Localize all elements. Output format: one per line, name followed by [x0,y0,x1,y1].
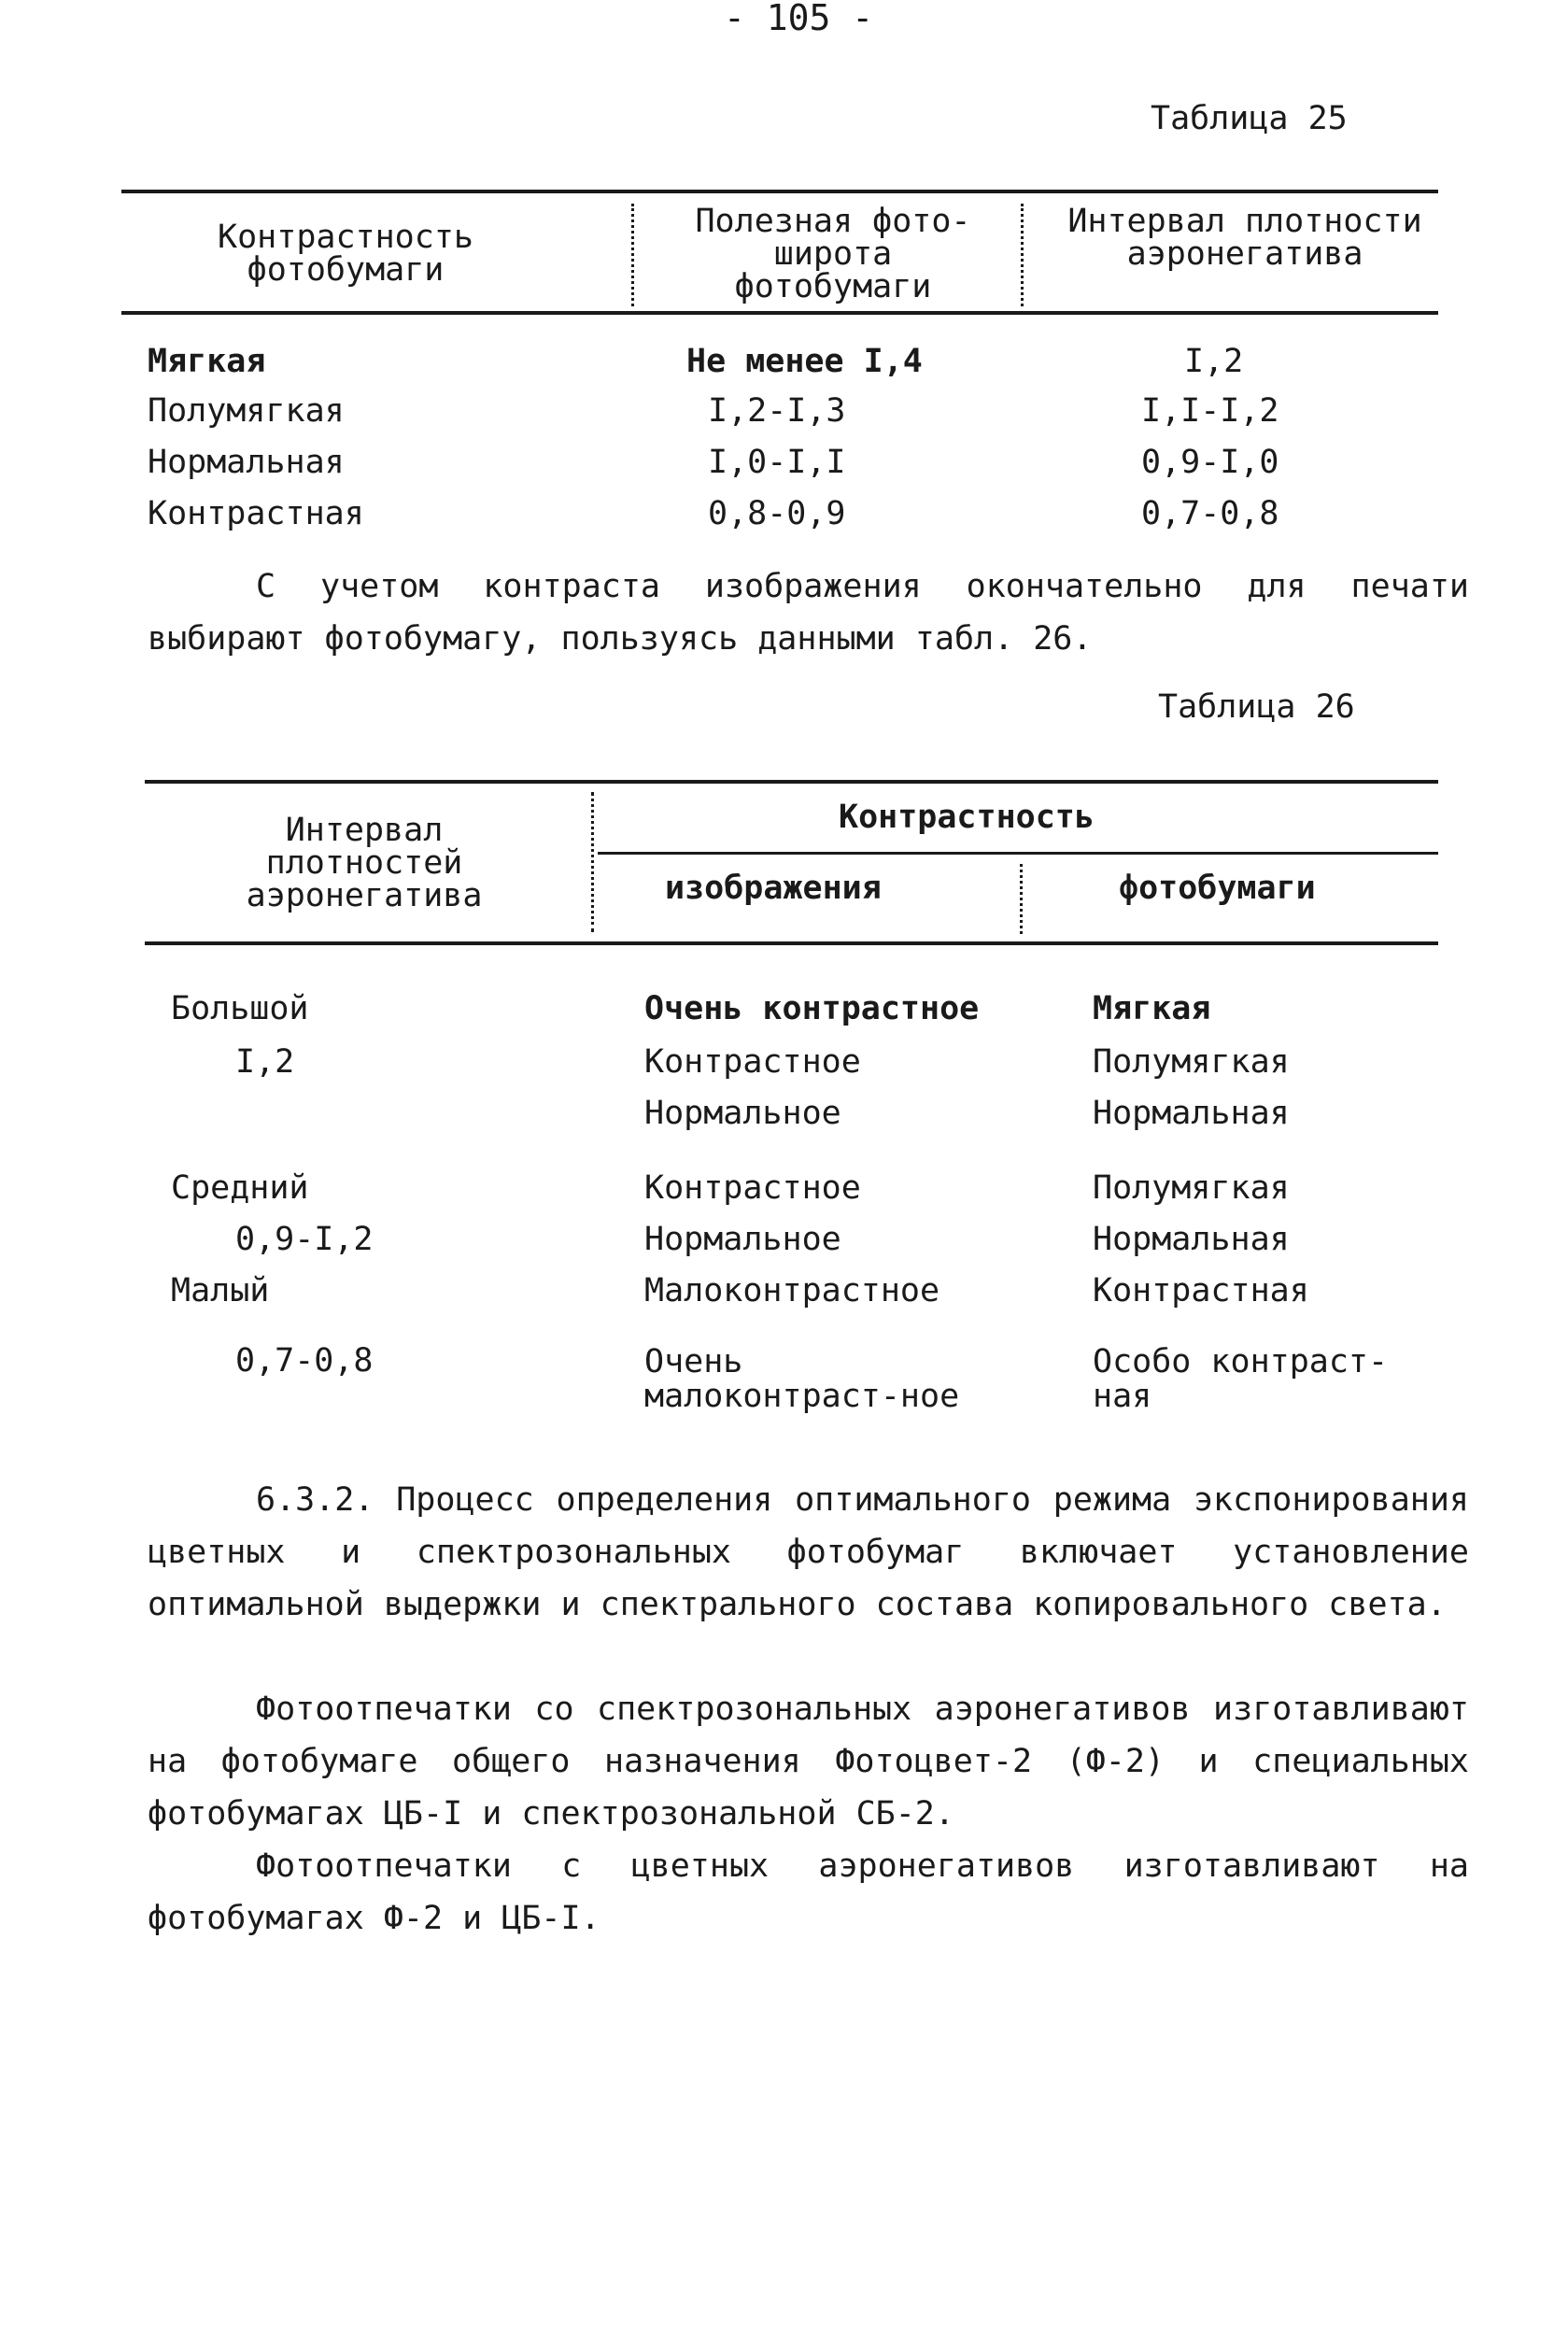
table26-row4-paper: Полумягкая [1093,1169,1290,1207]
paragraph-text: Фотоотпечатки со спектрозональных аэронегативов изготавливают на фотобумаге общего назначения Фотоцвет-2 (Ф-2) и специальных фотобумагах ЦБ-I и спектрозональной СБ-2. [148,1691,1469,1833]
paragraph-text: 6.3.2. Процесс определения оптимального режима экспонирования цветных и спектрозональных фотобумаг включает установление оптимальной выдержки и спектрального состава копировального света. [148,1481,1469,1623]
table25-header-rule [121,311,1438,315]
table25-row3-col1: Нормальная [148,444,345,481]
paragraph-color-prints [148,1840,1469,1945]
table26-row3-image: Нормальное [644,1095,841,1132]
table25-row1-col3: I,2 [1184,343,1244,380]
table25-row1-col1: Мягкая [148,343,266,380]
table26-row4-image: Контрастное [644,1169,861,1207]
table25-header-contrast: Контрастность фотобумаги [218,219,473,289]
table25-row1-col2: Не менее I,4 [686,343,923,380]
paragraph-text: Фотоотпечатки с цветных аэронегативов изготавливают на фотобумагах Ф-2 и ЦБ-I. [148,1847,1469,1937]
paragraph-spectrozonal-prints [148,1683,1469,1840]
table26-header-image: изображения [665,870,882,907]
table25-row2-col2: I,2-I,3 [708,392,846,430]
table25-header-divider-2 [1021,204,1024,306]
table26-group-large-value: I,2 [235,1043,295,1081]
paragraph-6-3-2 [148,1474,1469,1631]
table26-header-paper: фотобумаги [1119,870,1316,907]
table26-group-medium: Средний [171,1169,309,1207]
table25-caption: Таблица 25 [1151,100,1348,137]
table26-row2-paper: Полумягкая [1093,1043,1290,1081]
table26-header-rule [145,941,1438,945]
paragraph-choice-of-paper [148,560,1469,665]
table26-row3-paper: Нормальная [1093,1095,1290,1132]
table25-row4-col2: 0,8-0,9 [708,495,846,532]
table26-header-contrast: Контрастность [839,799,1095,836]
table25-row2-col3: I,I-I,2 [1141,392,1279,430]
table26-row7-image: Очень малоконтраст-ное [644,1343,960,1415]
table26-header-divider-2 [1020,864,1023,934]
table25-header-density: Интервал плотности аэронегатива [1067,203,1422,273]
table26-header-divider-1 [591,792,594,932]
table26-row5-image: Нормальное [644,1221,841,1258]
table25-row2-col1: Полумягкая [148,392,345,430]
table25-top-rule [121,190,1438,193]
table26-header-density: Интервал плотностей аэронегатива [246,812,483,914]
table25-row4-col3: 0,7-0,8 [1141,495,1279,532]
page-number: - 105 - [724,0,874,38]
table26-row6-image: Малоконтрастное [644,1272,940,1309]
table25-row3-col3: 0,9-I,0 [1141,444,1279,481]
paragraph-text: С учетом контраста изображения окончательно для печати выбирают фотобумагу, пользуясь данными табл. 26. [148,568,1469,658]
table25-header-divider-1 [631,204,634,306]
table26-group-medium-value: 0,9-I,2 [235,1221,374,1258]
table25-header-latitude: Полезная фото-широта фотобумаги [695,203,971,305]
table26-top-rule [145,780,1438,784]
table26-header-group-rule [598,852,1438,855]
table25-row4-col1: Контрастная [148,495,364,532]
table26-row7-paper: Особо контраст-ная [1093,1343,1389,1415]
table26-row2-image: Контрастное [644,1043,861,1081]
table26-group-small-value: 0,7-0,8 [235,1342,374,1380]
table26-row6-paper: Контрастная [1093,1272,1309,1309]
table26-row5-paper: Нормальная [1093,1221,1290,1258]
table26-row1-paper: Мягкая [1093,990,1211,1027]
table26-row1-image: Очень контрастное [644,990,980,1027]
table26-caption: Таблица 26 [1158,688,1355,726]
table26-group-large: Большой [171,990,309,1027]
table26-group-small: Малый [171,1272,270,1309]
table25-row3-col2: I,0-I,I [708,444,846,481]
